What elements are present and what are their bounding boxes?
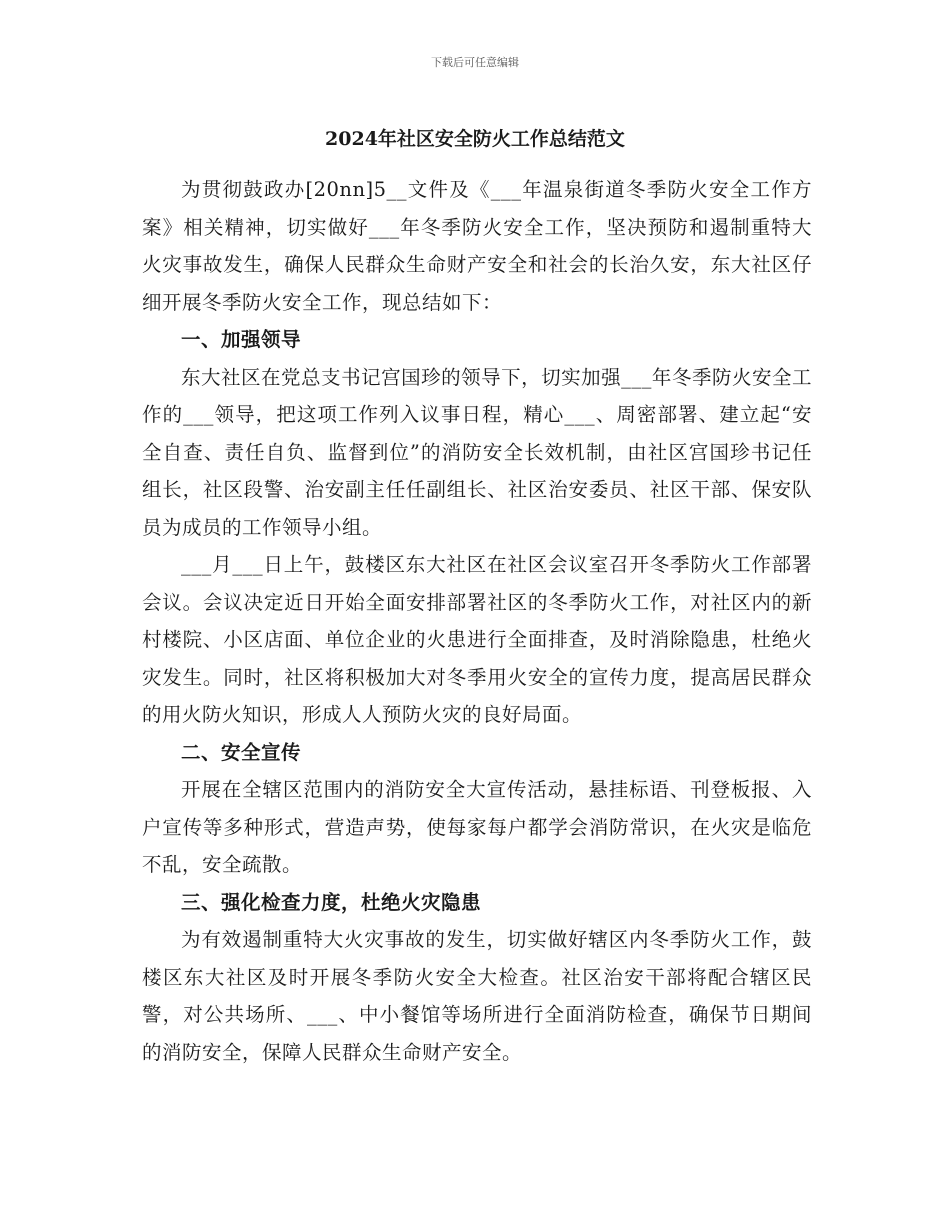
document-title: 2024年社区安全防火工作总结范文 [325,128,625,150]
document-body [142,171,812,1071]
header-note: 下载后可任意编辑 [431,56,519,69]
intro-paragraph: 为贯彻鼓政办[20nn]5__文件及《___年温泉街道冬季防火安全工作方案》相关精神，切实做好___年冬季防火安全工作，坚决预防和遏制重特大火灾事故发生，确保人民群众生命财产安全和社会的长治久安，东大社区仔细开展冬季防火安全工作，现总结如下： [142,178,812,314]
section-heading: 一、加强领导 [181,328,302,351]
section-heading: 三、强化检查力度，杜绝火灾隐患 [181,890,482,914]
section-paragraph: 开展在全辖区范围内的消防安全大宣传活动，悬挂标语、刊登板报、入户宣传等多种形式，营造声势，使每家每户都学会消防常识，在火灾是临危不乱，安全疏散。 [142,778,812,876]
section-heading: 二、安全宣传 [181,740,302,764]
section-paragraph: ___月___日上午，鼓楼区东大社区在社区会议室召开冬季防火工作部署会议。会议决定近日开始全面安排部署社区的冬季防火工作，对社区内的新村楼院、小区店面、单位企业的火患进行全面排查，及时消除隐患，杜绝火灾发生。同时，社区将积极加大对冬季用火安全的宣传力度，提高居民群众的用火防火知识，形成人人预防火灾的良好局面。 [142,553,812,726]
section-paragraph: 为有效遏制重特大火灾事故的发生，切实做好辖区内冬季防火工作，鼓楼区东大社区及时开展冬季防火安全大检查。社区治安干部将配合辖区民警，对公共场所、___、中小餐馆等场所进行全面消防检查，确保节日期间的消防安全，保障人民群众生命财产安全。 [142,928,812,1064]
section-paragraph: 东大社区在党总支书记宫国珍的领导下，切实加强___年冬季防火安全工作的___领导，把这项工作列入议事日程，精心___、周密部署、建立起“安全自查、责任自负、监督到位”的消防安全长效机制，由社区宫国珍书记任组长，社区段警、治安副主任任副组长、社区治安委员、社区干部、保安队员为成员的工作领导小组。 [142,365,812,539]
